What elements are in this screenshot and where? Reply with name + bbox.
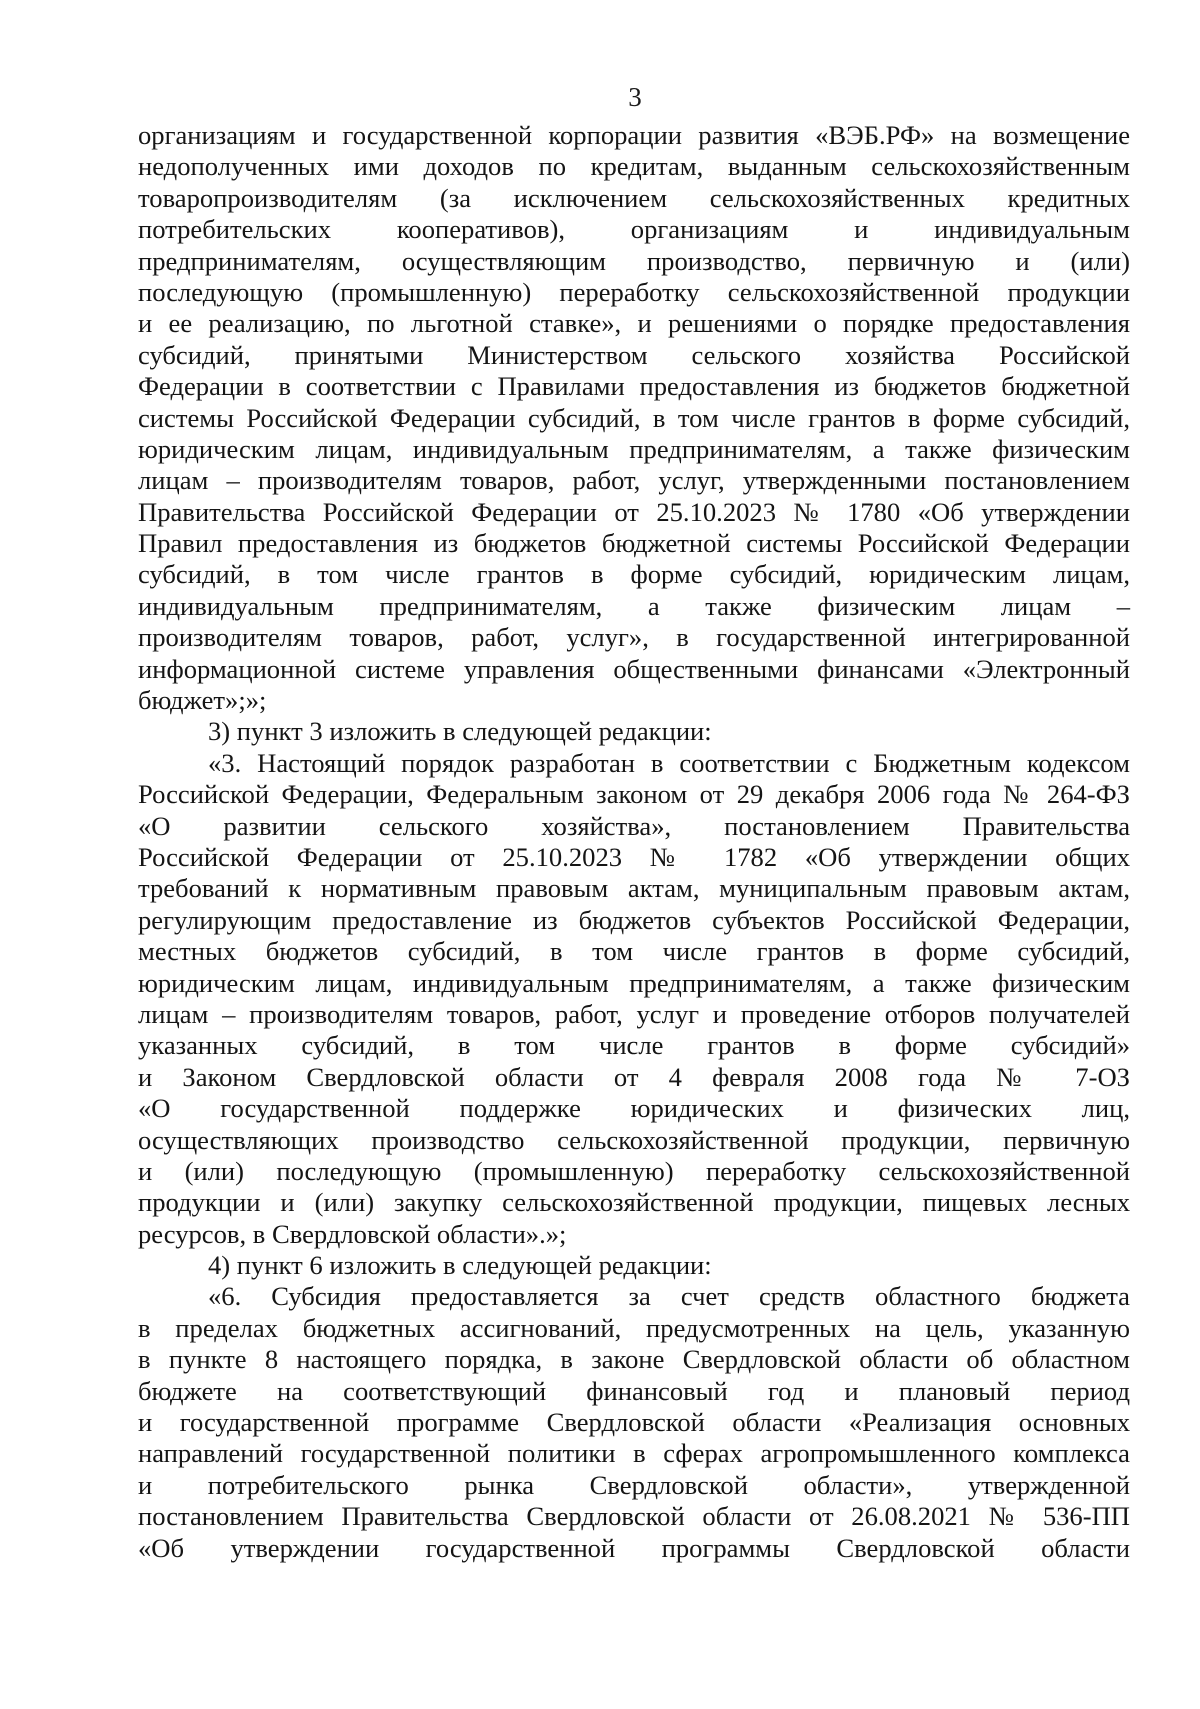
text-line: и (или) последующую (промышленную) переработку сельскохозяйственной xyxy=(138,1155,1130,1186)
text-line: субсидий, принятыми Министерством сельского хозяйства Российской xyxy=(138,339,1130,370)
text-line: потребительских кооперативов), организациям и индивидуальным xyxy=(138,214,1130,245)
document-body xyxy=(138,120,1130,1564)
text-line: бюджете на соответствующий финансовый год и плановый период xyxy=(138,1375,1130,1406)
text-line: и потребительского рынка Свердловской области», утвержденной xyxy=(138,1469,1130,1500)
text-line: и государственной программе Свердловской области «Реализация основных xyxy=(138,1407,1130,1438)
text-line: регулирующим предоставление из бюджетов субъектов Российской Федерации, xyxy=(138,904,1130,935)
text-line: осуществляющих производство сельскохозяйственной продукции, первичную xyxy=(138,1124,1130,1155)
text-line: бюджет»;»; xyxy=(138,685,267,716)
text-line: Российской Федерации от 25.10.2023 № 1782 «Об утверждении общих xyxy=(138,841,1130,872)
text-line: 3) пункт 3 изложить в следующей редакции: xyxy=(208,716,712,747)
text-line: «Об утверждении государственной программы Свердловской области xyxy=(138,1532,1130,1563)
text-line: указанных субсидий, в том числе грантов в форме субсидий» xyxy=(138,1030,1130,1061)
text-line: продукции и (или) закупку сельскохозяйственной продукции, пищевых лесных xyxy=(138,1187,1130,1218)
text-line: Федерации в соответствии с Правилами предоставления из бюджетов бюджетной xyxy=(138,371,1130,402)
text-line: Правительства Российской Федерации от 25.10.2023 № 1780 «Об утверждении xyxy=(138,496,1130,527)
text-line: юридическим лицам, индивидуальным предпринимателям, а также физическим xyxy=(138,967,1130,998)
text-line: постановлением Правительства Свердловской области от 26.08.2021 № 536-ПП xyxy=(138,1501,1130,1532)
text-line: в пределах бюджетных ассигнований, предусмотренных на цель, указанную xyxy=(138,1312,1130,1343)
text-line: «3. Настоящий порядок разработан в соответствии с Бюджетным кодексом xyxy=(208,747,1130,778)
text-line: производителям товаров, работ, услуг», в государственной интегрированной xyxy=(138,622,1130,653)
text-line: ресурсов, в Свердловской области».»; xyxy=(138,1218,567,1249)
text-line: лицам – производителям товаров, работ, услуг, утвержденными постановлением xyxy=(138,465,1130,496)
page-number: 3 xyxy=(628,82,642,112)
text-line: юридическим лицам, индивидуальным предпринимателям, а также физическим xyxy=(138,433,1130,464)
text-line: последующую (промышленную) переработку сельскохозяйственной продукции xyxy=(138,276,1130,307)
text-line: требований к нормативным правовым актам, муниципальным правовым актам, xyxy=(138,873,1130,904)
text-line: системы Российской Федерации субсидий, в том числе грантов в форме субсидий, xyxy=(138,402,1130,433)
text-line: субсидий, в том числе грантов в форме субсидий, юридическим лицам, xyxy=(138,559,1130,590)
text-line: Российской Федерации, Федеральным законом от 29 декабря 2006 года № 264-ФЗ xyxy=(138,779,1130,810)
text-line: «6. Субсидия предоставляется за счет средств областного бюджета xyxy=(208,1281,1130,1312)
text-line: 4) пункт 6 изложить в следующей редакции: xyxy=(208,1250,712,1281)
text-line: предпринимателям, осуществляющим производство, первичную и (или) xyxy=(138,245,1130,276)
text-line: лицам – производителям товаров, работ, услуг и проведение отборов получателей xyxy=(138,998,1130,1029)
text-line: направлений государственной политики в сферах агропромышленного комплекса xyxy=(138,1438,1130,1469)
text-line: местных бюджетов субсидий, в том числе грантов в форме субсидий, xyxy=(138,936,1130,967)
text-line: недополученных ими доходов по кредитам, выданным сельскохозяйственным xyxy=(138,151,1130,182)
text-line: информационной системе управления общественными финансами «Электронный xyxy=(138,653,1130,684)
text-line: и Законом Свердловской области от 4 февраля 2008 года № 7-ОЗ xyxy=(138,1061,1130,1092)
text-line: индивидуальным предпринимателям, а также физическим лицам – xyxy=(138,590,1130,621)
text-line: в пункте 8 настоящего порядка, в законе Свердловской области об областном xyxy=(138,1344,1130,1375)
text-line: Правил предоставления из бюджетов бюджетной системы Российской Федерации xyxy=(138,528,1130,559)
text-line: «О развитии сельского хозяйства», постановлением Правительства xyxy=(138,810,1130,841)
text-line: и ее реализацию, по льготной ставке», и решениями о порядке предоставления xyxy=(138,308,1130,339)
text-line: товаропроизводителям (за исключением сельскохозяйственных кредитных xyxy=(138,182,1130,213)
text-line: «О государственной поддержке юридических и физических лиц, xyxy=(138,1093,1130,1124)
text-line: организациям и государственной корпорации развития «ВЭБ.РФ» на возмещение xyxy=(138,120,1130,150)
